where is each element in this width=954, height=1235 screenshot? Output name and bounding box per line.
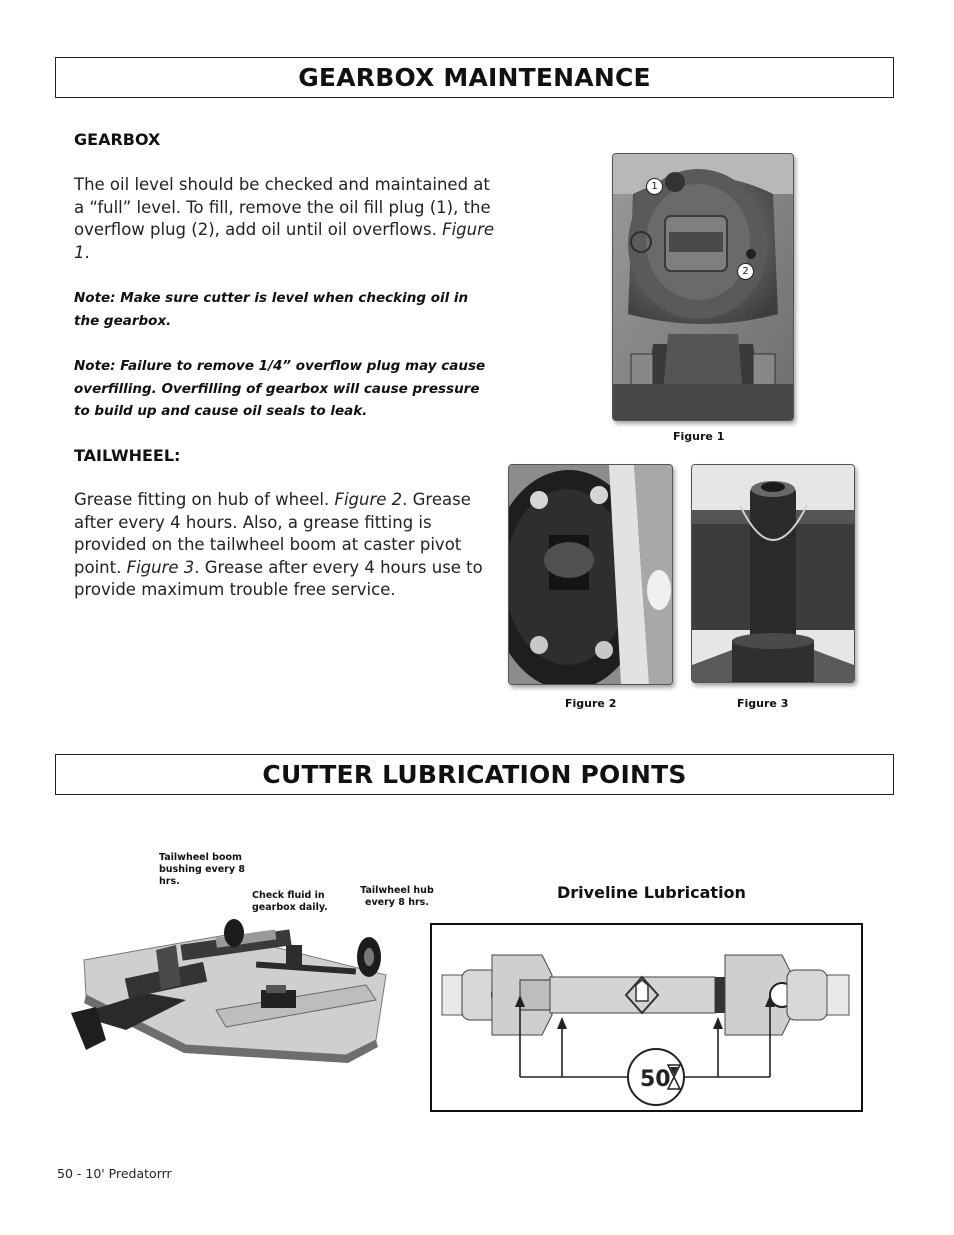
figure-3-photo	[691, 464, 855, 683]
driveline-drawing	[432, 925, 861, 1110]
figure-1-reference: Figure 1	[74, 220, 495, 262]
tailwheel-paragraph	[74, 489, 494, 602]
gearbox-paragraph	[74, 174, 499, 264]
section-title: CUTTER LUBRICATION POINTS	[262, 760, 687, 789]
driveline-diagram	[430, 923, 863, 1112]
page-footer: 50 - 10' Predatorrr	[57, 1166, 172, 1181]
figure-2-photo	[508, 464, 673, 685]
figure-2-reference: Figure 2	[334, 490, 403, 509]
gearbox-maintenance-header	[55, 57, 894, 98]
figure-2-caption: Figure 2	[565, 697, 617, 710]
note-overflow: Note: Failure to remove 1/4” overflow plug may cause overfilling. Overfilling of gearbox will cause pressure to build up and cause oil seals to leak.	[74, 358, 486, 419]
figure-3-caption: Figure 3	[737, 697, 789, 710]
label-tailwheel-boom: Tailwheel boom bushing every 8 hrs.	[159, 852, 245, 887]
tailwheel-heading: TAILWHEEL:	[74, 446, 181, 465]
gearbox-text-end: .	[84, 242, 90, 262]
driveline-heading: Driveline Lubrication	[557, 883, 746, 902]
note-level: Note: Make sure cutter is level when checking oil in the gearbox.	[74, 290, 469, 329]
tailwheel-text-1: Grease fitting on hub of wheel.	[74, 490, 335, 509]
tailwheel-text-2: . Grease after every 4 hours. Also, a grease fitting is provided on the tailwheel boom at caster pivot point.	[74, 490, 471, 577]
tailwheel-text-3: . Grease after every 4 hours use to provide maximum trouble free service.	[74, 557, 483, 599]
gearbox-text: The oil level should be checked and maintained at a “full” level. To fill, remove the oil fill plug (1), the overflow plug (2), add oil until oil overflows.	[74, 175, 491, 239]
lubrication-interval: 50	[640, 1067, 671, 1092]
callout-2: 2	[737, 263, 754, 280]
gearbox-heading: GEARBOX	[74, 130, 161, 149]
figure-1-photo	[612, 153, 794, 421]
figure-1-caption: Figure 1	[673, 430, 725, 443]
cutter-lubrication-header	[55, 754, 894, 795]
section-title: GEARBOX MAINTENANCE	[298, 63, 651, 92]
callout-1: 1	[646, 178, 663, 195]
label-check-fluid: Check fluid in gearbox daily.	[252, 890, 328, 913]
cutter-illustration	[66, 915, 396, 1065]
label-tailwheel-hub: Tailwheel hub every 8 hrs.	[360, 885, 434, 908]
figure-3-reference: Figure 3	[126, 557, 195, 577]
